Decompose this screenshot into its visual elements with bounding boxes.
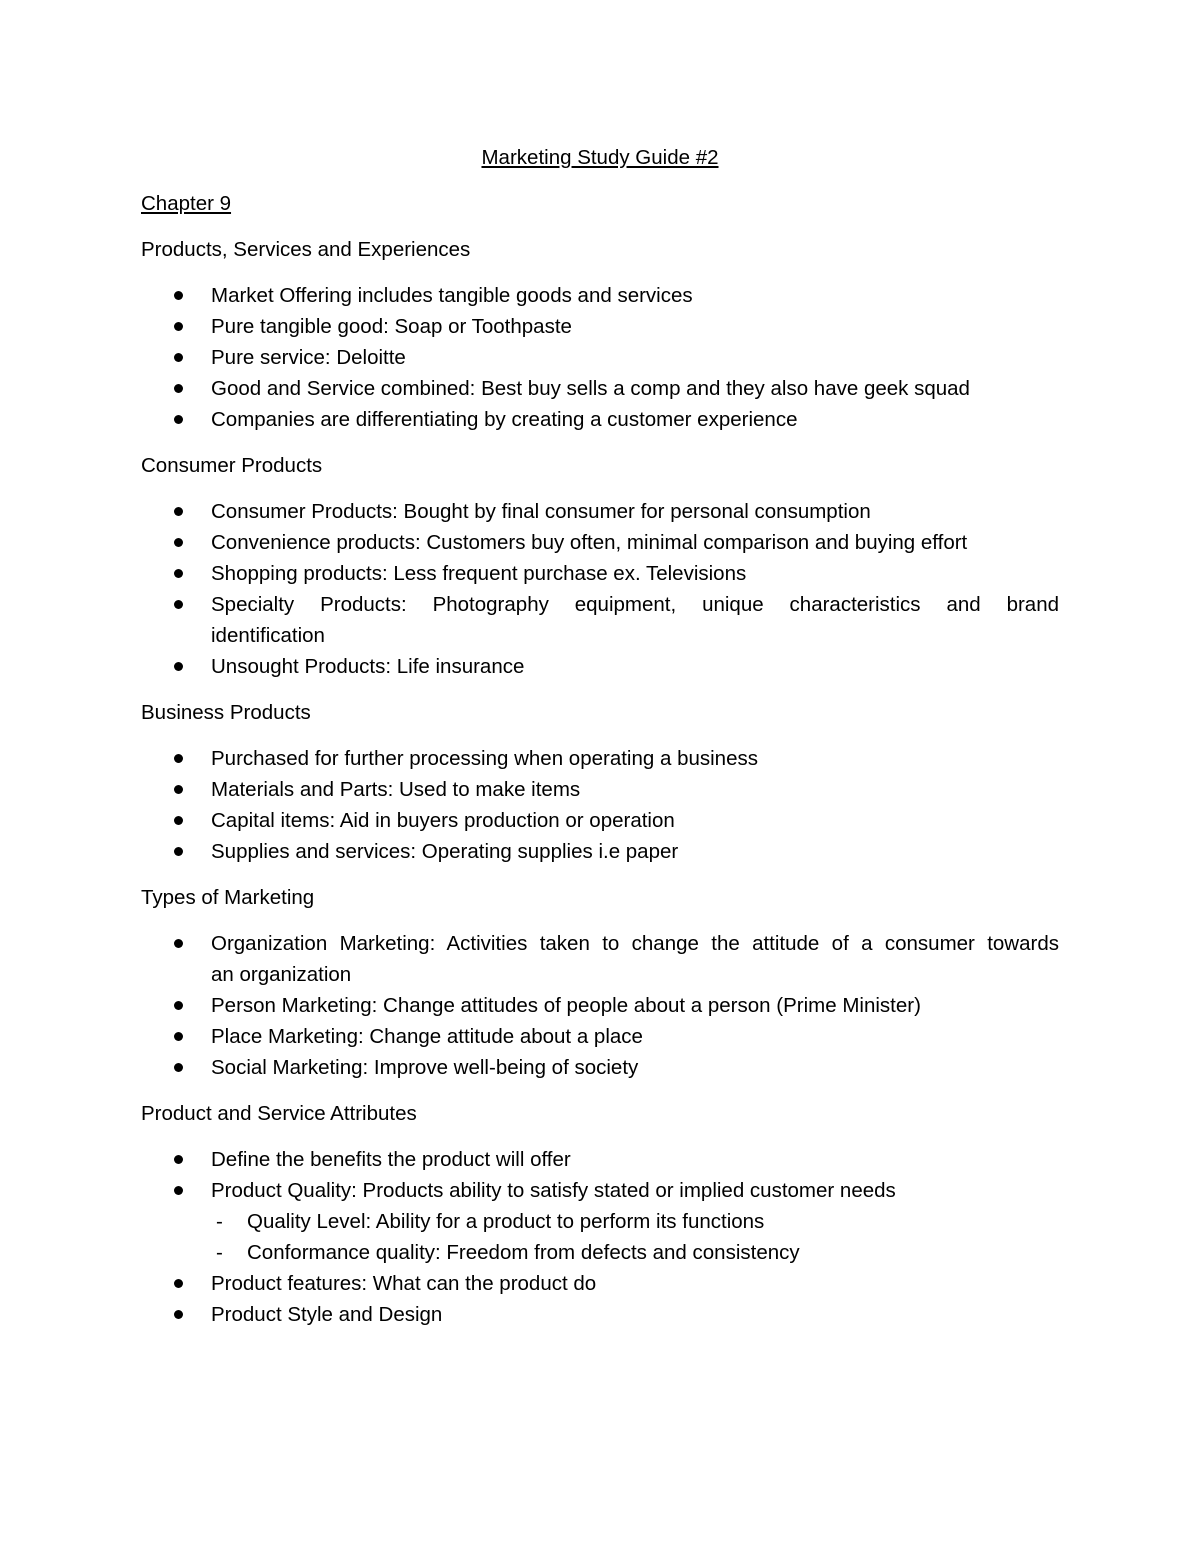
list-item: Market Offering includes tangible goods and services bbox=[141, 280, 1059, 311]
list-item: Define the benefits the product will offer bbox=[141, 1144, 1059, 1175]
list-item: Social Marketing: Improve well-being of society bbox=[141, 1052, 1059, 1083]
list-item: Supplies and services: Operating supplies i.e paper bbox=[141, 836, 1059, 867]
list-item: Purchased for further processing when operating a business bbox=[141, 743, 1059, 774]
section-heading-business-products: Business Products bbox=[141, 701, 311, 724]
sub-list-item: - Quality Level: Ability for a product to perform its functions bbox=[211, 1206, 1059, 1237]
list-item: Pure tangible good: Soap or Toothpaste bbox=[141, 311, 1059, 342]
bullet-list-business-products bbox=[141, 743, 1059, 867]
list-item: Product Style and Design bbox=[141, 1299, 1059, 1330]
list-item bbox=[141, 928, 1059, 990]
section-heading-products-services: Products, Services and Experiences bbox=[141, 238, 471, 261]
list-item-text: Product Quality: Products ability to satisfy stated or implied customer needs bbox=[211, 1179, 896, 1202]
section-heading-types-of-marketing: Types of Marketing bbox=[141, 886, 315, 909]
list-item bbox=[141, 589, 1059, 651]
section-heading-product-service-attributes: Product and Service Attributes bbox=[141, 1102, 417, 1125]
bullet-list-types-of-marketing bbox=[141, 928, 1059, 1083]
document-title: Marketing Study Guide #2 bbox=[481, 146, 719, 169]
bullet-list-product-service-attributes bbox=[141, 1144, 1059, 1330]
sub-list-item: - Conformance quality: Freedom from defects and consistency bbox=[211, 1237, 1059, 1268]
document-content bbox=[141, 142, 1059, 1345]
list-item bbox=[141, 1175, 1059, 1268]
list-item-line: Specialty Products: Photography equipment, unique characteristics and brand bbox=[211, 593, 1059, 616]
list-item: Unsought Products: Life insurance bbox=[141, 651, 1059, 682]
list-item: Product features: What can the product do bbox=[141, 1268, 1059, 1299]
list-item: Companies are differentiating by creating a customer experience bbox=[141, 404, 1059, 435]
list-item: Shopping products: Less frequent purchase ex. Televisions bbox=[141, 558, 1059, 589]
list-item: Place Marketing: Change attitude about a place bbox=[141, 1021, 1059, 1052]
list-item-line: an organization bbox=[211, 963, 352, 986]
list-item-line: Organization Marketing: Activities taken to change the attitude of a consumer towards bbox=[211, 932, 1059, 955]
list-item: Convenience products: Customers buy often, minimal comparison and buying effort bbox=[141, 527, 1059, 558]
list-item: Pure service: Deloitte bbox=[141, 342, 1059, 373]
bullet-list-products-services bbox=[141, 280, 1059, 435]
list-item: Materials and Parts: Used to make items bbox=[141, 774, 1059, 805]
list-item: Person Marketing: Change attitudes of people about a person (Prime Minister) bbox=[141, 990, 1059, 1021]
list-item-line: identification bbox=[211, 624, 325, 647]
chapter-heading: Chapter 9 bbox=[141, 192, 232, 215]
section-heading-consumer-products: Consumer Products bbox=[141, 454, 323, 477]
bullet-list-consumer-products bbox=[141, 496, 1059, 682]
sub-list-quality bbox=[211, 1206, 1059, 1268]
list-item: Good and Service combined: Best buy sells a comp and they also have geek squad bbox=[141, 373, 1059, 404]
list-item: Capital items: Aid in buyers production or operation bbox=[141, 805, 1059, 836]
list-item: Consumer Products: Bought by final consumer for personal consumption bbox=[141, 496, 1059, 527]
